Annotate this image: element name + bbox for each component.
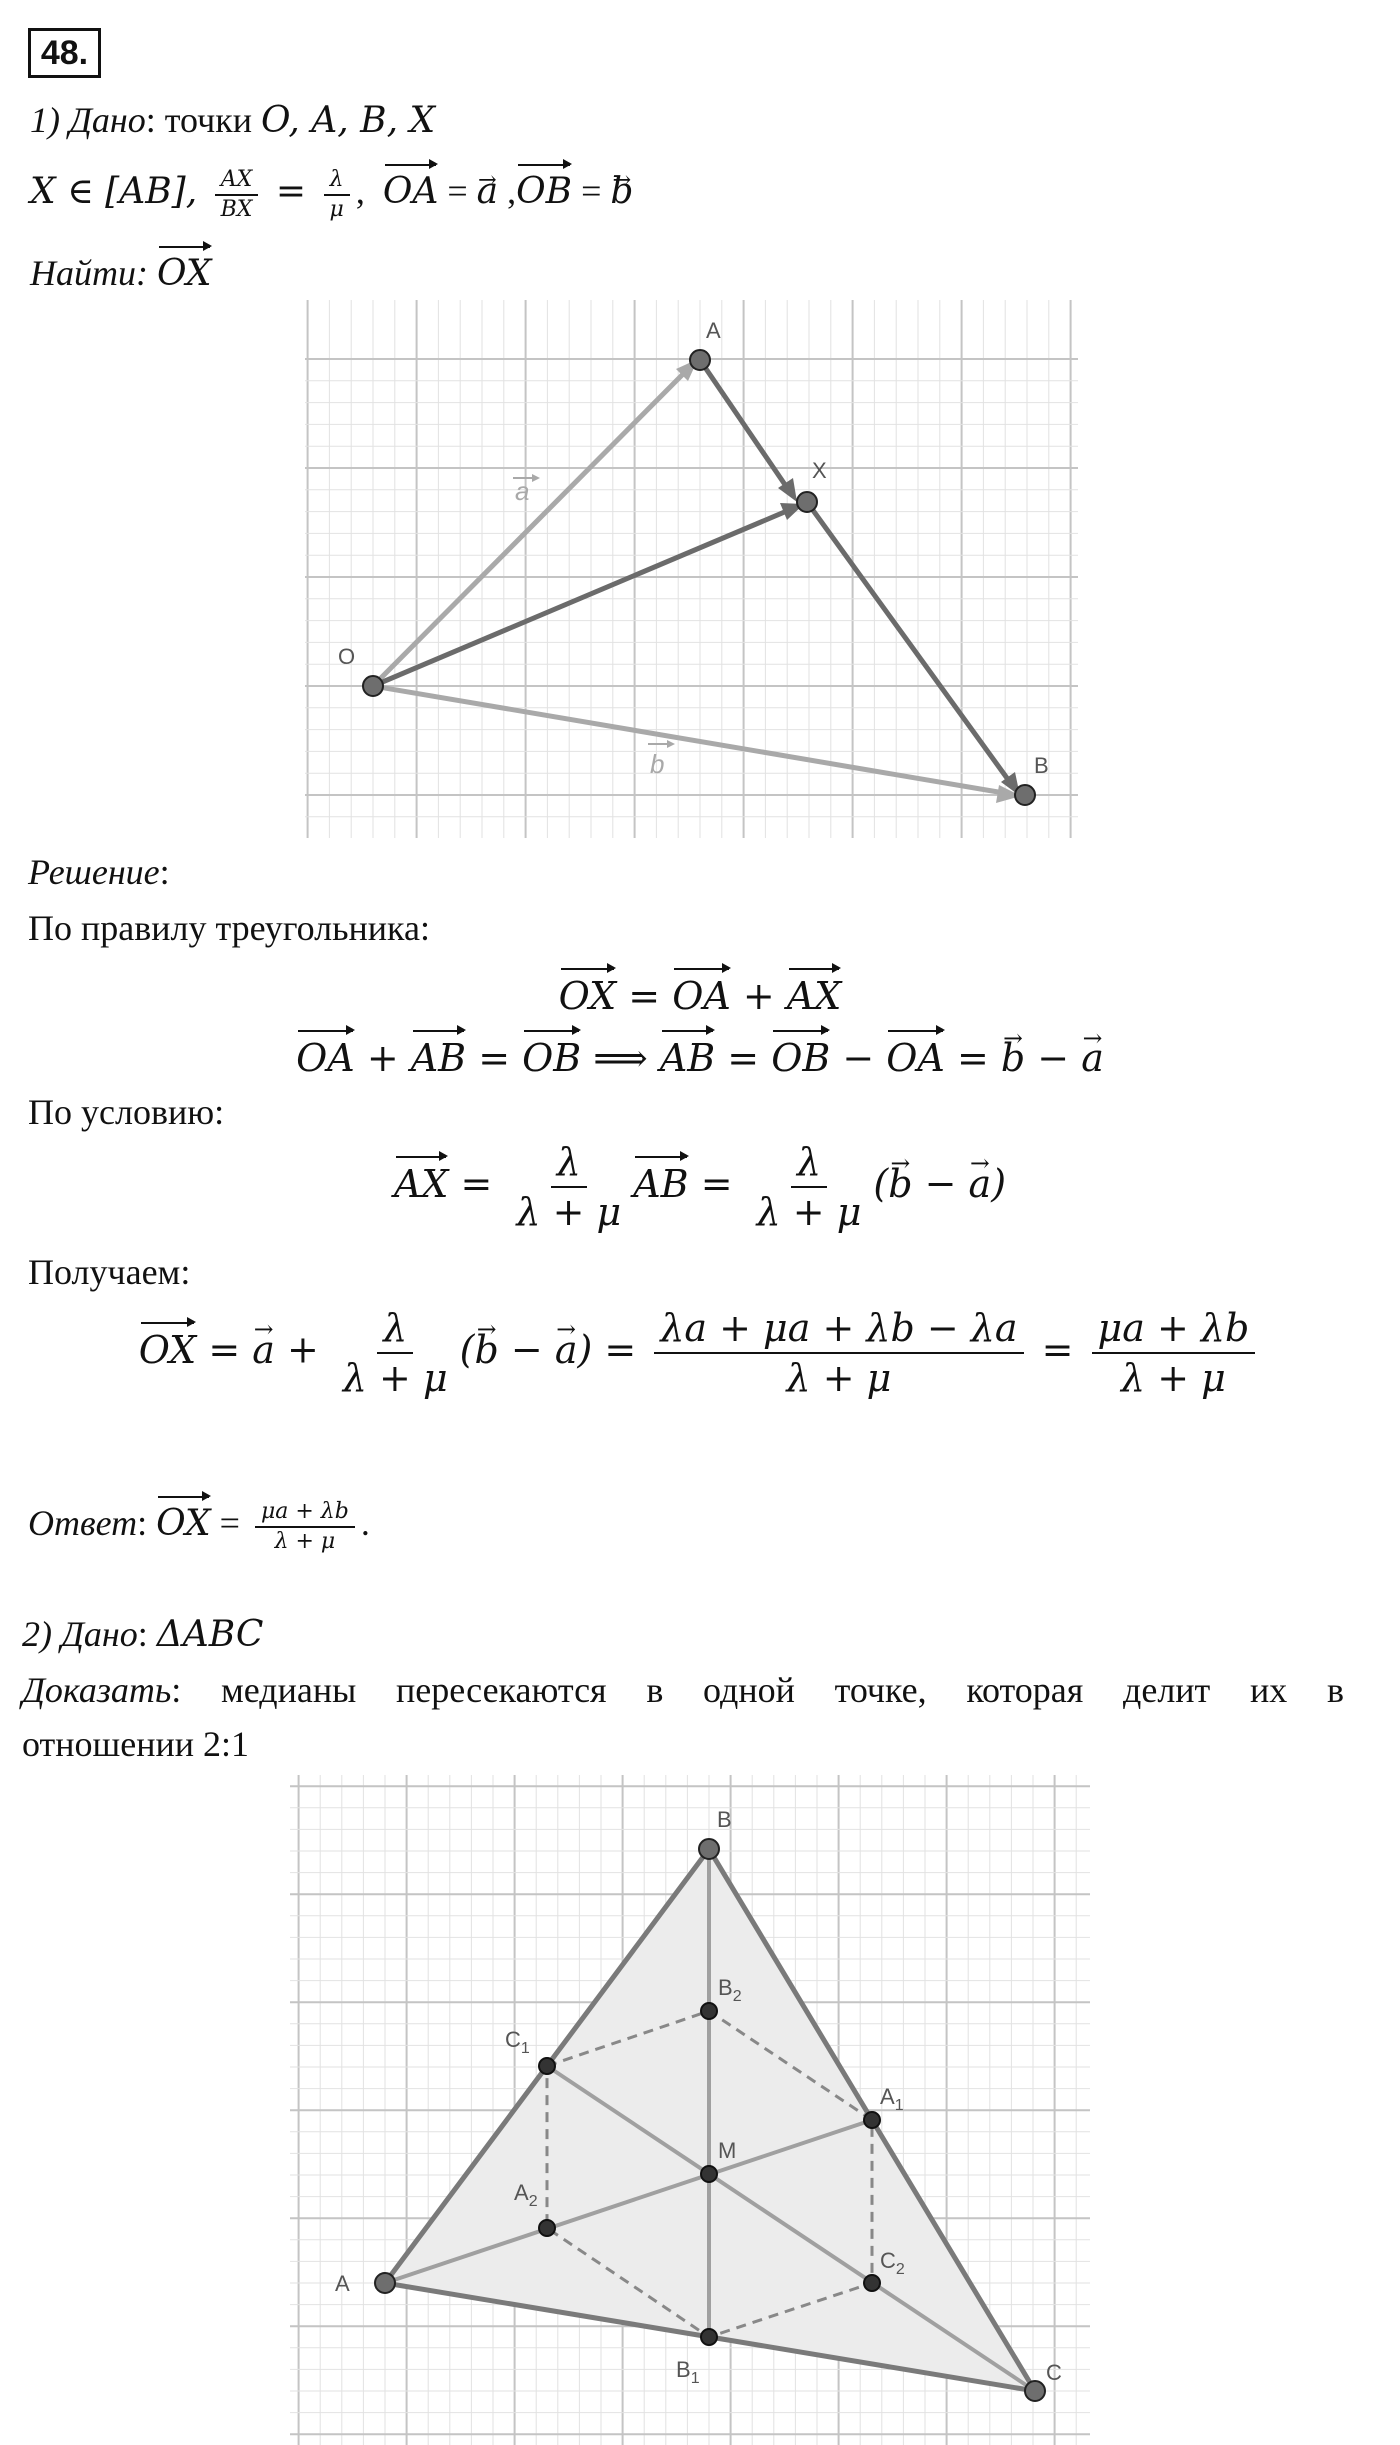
label-x: X [812,458,827,483]
point-a1 [864,2112,880,2128]
label-o: O [338,644,356,669]
point-b1 [701,2329,717,2345]
vector-ax-line [700,360,790,492]
we-get-text: Получаем: [28,1252,191,1292]
equation-1: OX = OA + AX [0,962,1400,1018]
point-a2 [539,2220,555,2236]
vector-ox-line [373,508,794,686]
point-a [375,2273,395,2293]
equation-2: OA + AB = OB ⟹ AB = OB − OA = b → − a → [0,1024,1400,1080]
answer-line: Ответ: OX = $\frac{\mu a + \lambda b}{\lambda + \mu}$ . [28,1490,370,1554]
label-b2: $B_2$ [718,1975,742,2005]
figure-1-vectors [300,300,1080,840]
vector-oa-line [373,367,690,686]
point-c2 [864,2275,880,2291]
point-o [363,676,383,696]
given-text: : точки [145,100,261,140]
point-b [1015,785,1035,805]
part2-prove-line-2: отношении 2:1 [22,1724,250,1764]
point-a [690,350,710,370]
part1-given-line [30,98,435,143]
label-vec-b-arrowhead [667,740,675,748]
part1-find-line [30,240,212,296]
part1-condition-line: X ∈ [AB], $\frac{AX}{BX}$ = $\frac{\lambda}{\mu}$ , OA = a → ,OB = b → [30,158,633,222]
label-vec-b: b [650,749,665,779]
given-points: O, A, B, X [260,100,436,141]
given-label: 1) Дано [30,100,146,140]
figure-2-medians [285,1775,1095,2445]
vector-xb-line [807,502,1012,785]
label-a: A [335,2271,350,2296]
ratio-lambda-mu: $\frac{\lambda}{\mu}$ [324,168,350,222]
equation-3: AX = $\frac{\lambda}{\lambda + \mu}$ AB = $\frac{\lambda}{\lambda + \mu}$ (b → − a →) [0,1140,1400,1234]
condition-prefix: X ∈ [AB], [30,171,209,212]
point-m [701,2166,717,2182]
label-b1: $B_1$ [676,2357,700,2387]
equation-4: OX = a → + $\frac{\lambda}{\lambda + \mu}$ (b → − a →) = $\frac{\lambda a + \mu a + \lambda b - \lambda a}{\lambda + \mu}$ = $\frac{\mu a + \lambda b}{\lambda + \mu}$ [0,1306,1400,1400]
vec-ob: OB [516,158,572,214]
label-a1: $A_1$ [880,2084,904,2114]
solution-heading: Решение: [28,852,170,892]
part2-prove-line: Доказать: медианы пересекаются в одной точке, которая делит их в [22,1670,1344,1710]
label-c1: $C_1$ [505,2027,530,2057]
vec-oa: OA [383,158,439,214]
point-x [797,492,817,512]
label-a: A [706,318,721,343]
point-b [699,1839,719,1859]
problem-number: 48. [28,28,101,78]
label-vec-a-arrowhead [532,474,540,482]
point-c [1025,2381,1045,2401]
triangle-rule-text: По правилу треугольника: [28,908,430,948]
vec-ox: OX [157,240,212,296]
vector-ob-line [373,686,1010,794]
label-m: M [718,2138,737,2163]
label-c: C [1046,2360,1062,2385]
point-b2 [701,2003,717,2019]
by-condition-text: По условию: [28,1092,225,1132]
vec-a: a → [477,170,498,214]
point-c1 [539,2058,555,2074]
label-vec-a: a [515,476,530,506]
vec-b: b → [610,170,633,214]
label-b: B [1034,753,1049,778]
label-c2: $C_2$ [880,2248,905,2278]
find-label: Найти: [30,253,157,293]
label-b: B [717,1807,732,1832]
ratio-ax-bx: $\frac{AX}{BX}$ [215,168,259,222]
label-a2: $A_2$ [514,2180,538,2210]
figure-1-grid [305,300,1078,838]
part2-given-line: 2) Дано: ΔABC [22,1614,264,1655]
